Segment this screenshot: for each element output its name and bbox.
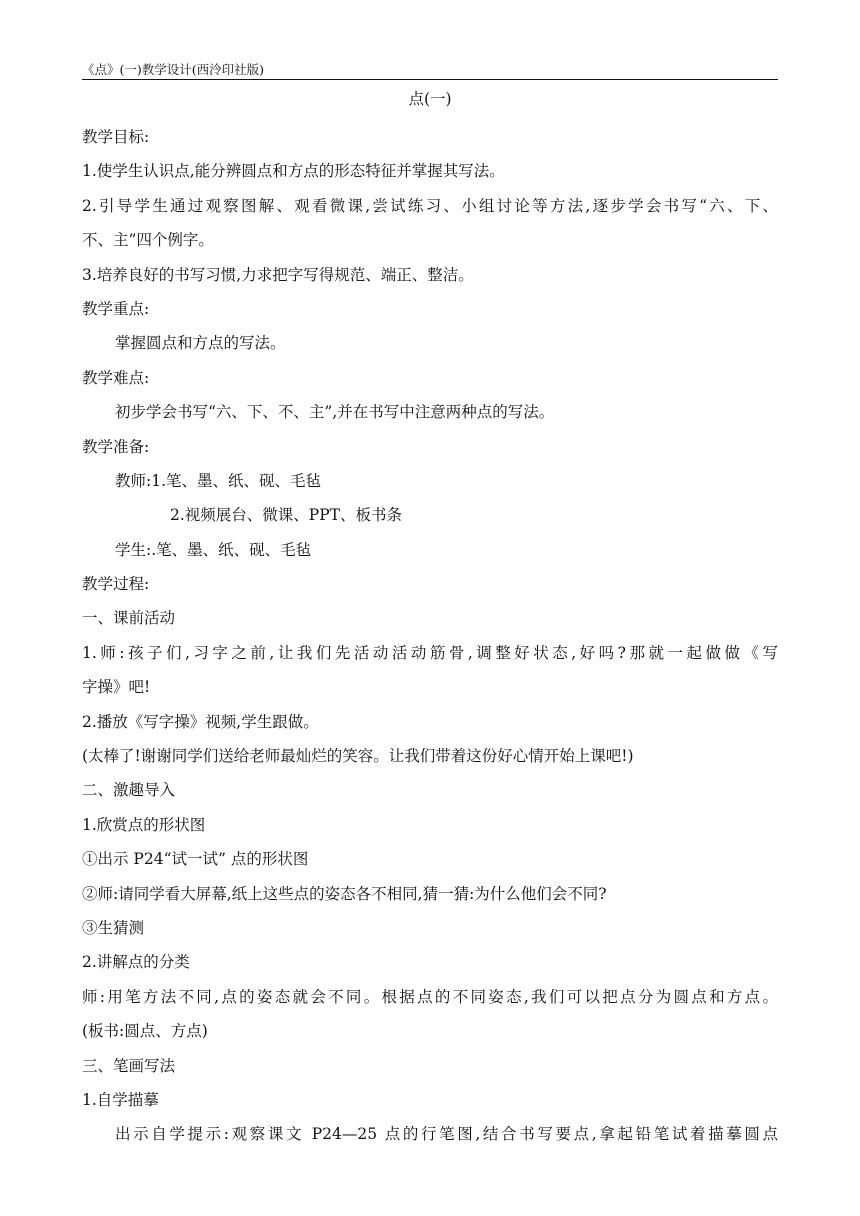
text-line: 三、笔画写法 <box>82 1056 176 1075</box>
text-line: 教学过程: <box>82 575 150 594</box>
text-line: ③生猜测 <box>82 918 145 937</box>
text-line: 教学准备: <box>82 437 150 456</box>
text-line: 2.视频展台、微课、PPT、板书条 <box>170 506 402 525</box>
text-line: 2.讲解点的分类 <box>82 953 190 972</box>
text-line: 3.培养良好的书写习惯,力求把字写得规范、端正、整洁。 <box>82 265 474 284</box>
text-line: 1.师:孩子们,习字之前,让我们先活动活动筋骨,调整好状态,好吗?那就一起做做《写 <box>82 643 778 662</box>
text-line: 1.欣赏点的形状图 <box>82 815 206 834</box>
text-line: 教师:1.笔、墨、纸、砚、毛毡 <box>115 471 322 490</box>
running-header: 《点》(一)教学设计(西泠印社版) <box>82 62 265 77</box>
text-line: 2.引导学生通过观察图解、观看微课,尝试练习、小组讨论等方法,逐步学会书写“六、下、 <box>82 196 778 215</box>
header-rule <box>82 79 778 80</box>
text-line: 1.自学描摹 <box>82 1090 159 1109</box>
text-line: 字操》吧! <box>82 678 151 697</box>
text-line: (板书:圆点、方点) <box>82 1022 208 1041</box>
text-line: (太棒了!谢谢同学们送给老师最灿烂的笑容。让我们带着这份好心情开始上课吧!) <box>82 747 634 766</box>
document-body <box>82 120 778 1152</box>
text-line: ②师:请同学看大屏幕,纸上这些点的姿态各不相同,猜一猜:为什么他们会不同? <box>82 884 607 903</box>
text-line: 教学重点: <box>82 299 150 318</box>
text-line: 初步学会书写“六、下、不、主”,并在书写中注意两种点的写法。 <box>115 403 555 422</box>
text-line: 不、主”四个例字。 <box>82 231 214 250</box>
text-line: 出示自学提示:观察课文 P24—25 点的行笔图,结合书写要点,拿起铅笔试着描摹圆点 <box>115 1125 778 1144</box>
text-line: 掌握圆点和方点的写法。 <box>115 334 286 353</box>
text-line: 二、激趣导入 <box>82 781 176 800</box>
text-line: 教学目标: <box>82 128 150 146</box>
text-line: 2.播放《写字操》视频,学生跟做。 <box>82 712 319 731</box>
text-line: 教学难点: <box>82 368 150 387</box>
text-line: 一、课前活动 <box>82 609 176 628</box>
text-line: 学生:.笔、墨、纸、砚、毛毡 <box>115 540 312 559</box>
text-line: ①出示 P24“试一试” 点的形状图 <box>82 850 309 869</box>
text-line: 1.使学生认识点,能分辨圆点和方点的形态特征并掌握其写法。 <box>82 162 505 181</box>
document-title: 点(一) <box>408 90 452 108</box>
text-line: 师:用笔方法不同,点的姿态就会不同。根据点的不同姿态,我们可以把点分为圆点和方点。 <box>82 987 778 1006</box>
